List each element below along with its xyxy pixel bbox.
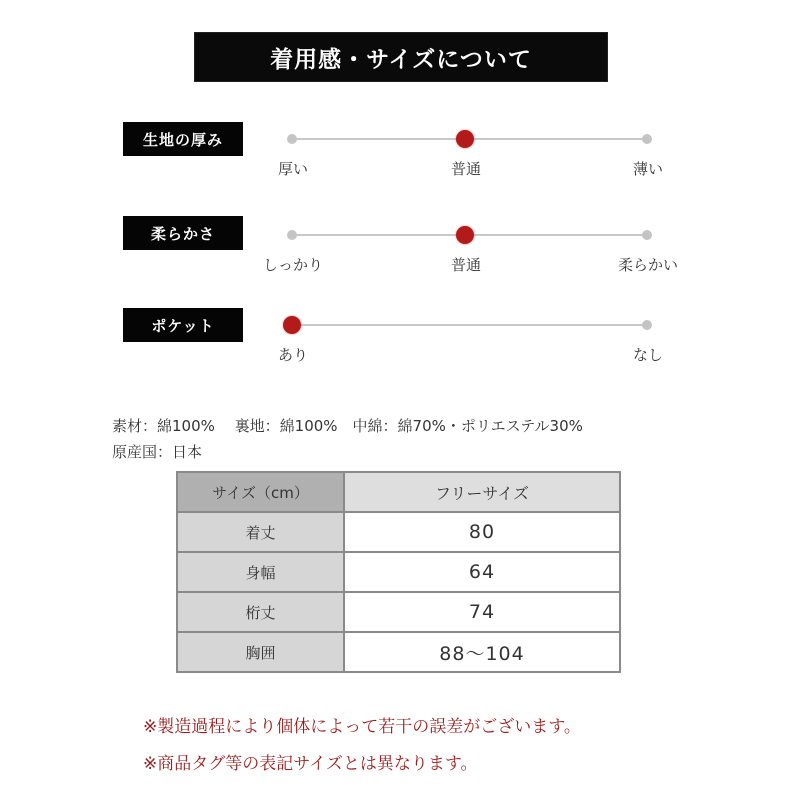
scale-dot-normal-selected xyxy=(456,226,474,244)
table-row xyxy=(177,592,620,632)
scale-label: 厚い xyxy=(277,160,309,178)
scale-label: 普通 xyxy=(450,256,482,274)
scale-dot-thick xyxy=(287,134,297,144)
table-header-cell: サイズ（cm） xyxy=(177,472,344,512)
rating-label: ポケット xyxy=(123,308,243,342)
scale-dot-no xyxy=(642,320,652,330)
scale-label: なし xyxy=(632,346,664,364)
table-header-cell: フリーサイズ xyxy=(344,472,620,512)
material-info: 素材：綿100% 裏地：綿100% 中綿：綿70%・ポリエステル30% xyxy=(112,417,583,435)
rating-label: 生地の厚み xyxy=(123,122,243,156)
table-value-cell: 74 xyxy=(344,592,620,632)
table-value-cell: 88〜104 xyxy=(344,632,620,672)
scale-dot-firm xyxy=(287,230,297,240)
table-key-cell: 胸囲 xyxy=(177,632,344,672)
scale-label: 薄い xyxy=(632,160,664,178)
note-manufacturing-variance: ※製造過程により個体によって若干の誤差がございます。 xyxy=(143,717,581,737)
scale-label: しっかり xyxy=(262,256,324,274)
table-key-cell: 桁丈 xyxy=(177,592,344,632)
table-row xyxy=(177,632,620,672)
table-value-cell: 80 xyxy=(344,512,620,552)
table-value-cell: 64 xyxy=(344,552,620,592)
origin-info: 原産国：日本 xyxy=(112,443,203,461)
note-tag-size-differs: ※商品タグ等の表記サイズとは異なります。 xyxy=(143,754,478,774)
scale-dot-normal-selected xyxy=(456,130,474,148)
rating-track xyxy=(297,324,647,326)
rating-pocket xyxy=(0,306,800,376)
scale-label: 普通 xyxy=(450,160,482,178)
scale-label: あり xyxy=(277,346,309,364)
table-row xyxy=(177,512,620,552)
table-header-row xyxy=(177,472,620,512)
rating-label: 柔らかさ xyxy=(123,216,243,250)
table-row xyxy=(177,552,620,592)
scale-dot-yes-selected xyxy=(283,316,301,334)
size-table xyxy=(176,471,621,673)
rating-softness xyxy=(0,212,800,282)
scale-dot-soft xyxy=(642,230,652,240)
page-title: 着用感・サイズについて xyxy=(195,33,607,81)
table-key-cell: 着丈 xyxy=(177,512,344,552)
rating-fabric-thickness xyxy=(0,118,800,188)
table-key-cell: 身幅 xyxy=(177,552,344,592)
scale-dot-thin xyxy=(642,134,652,144)
scale-label: 柔らかい xyxy=(617,256,679,274)
